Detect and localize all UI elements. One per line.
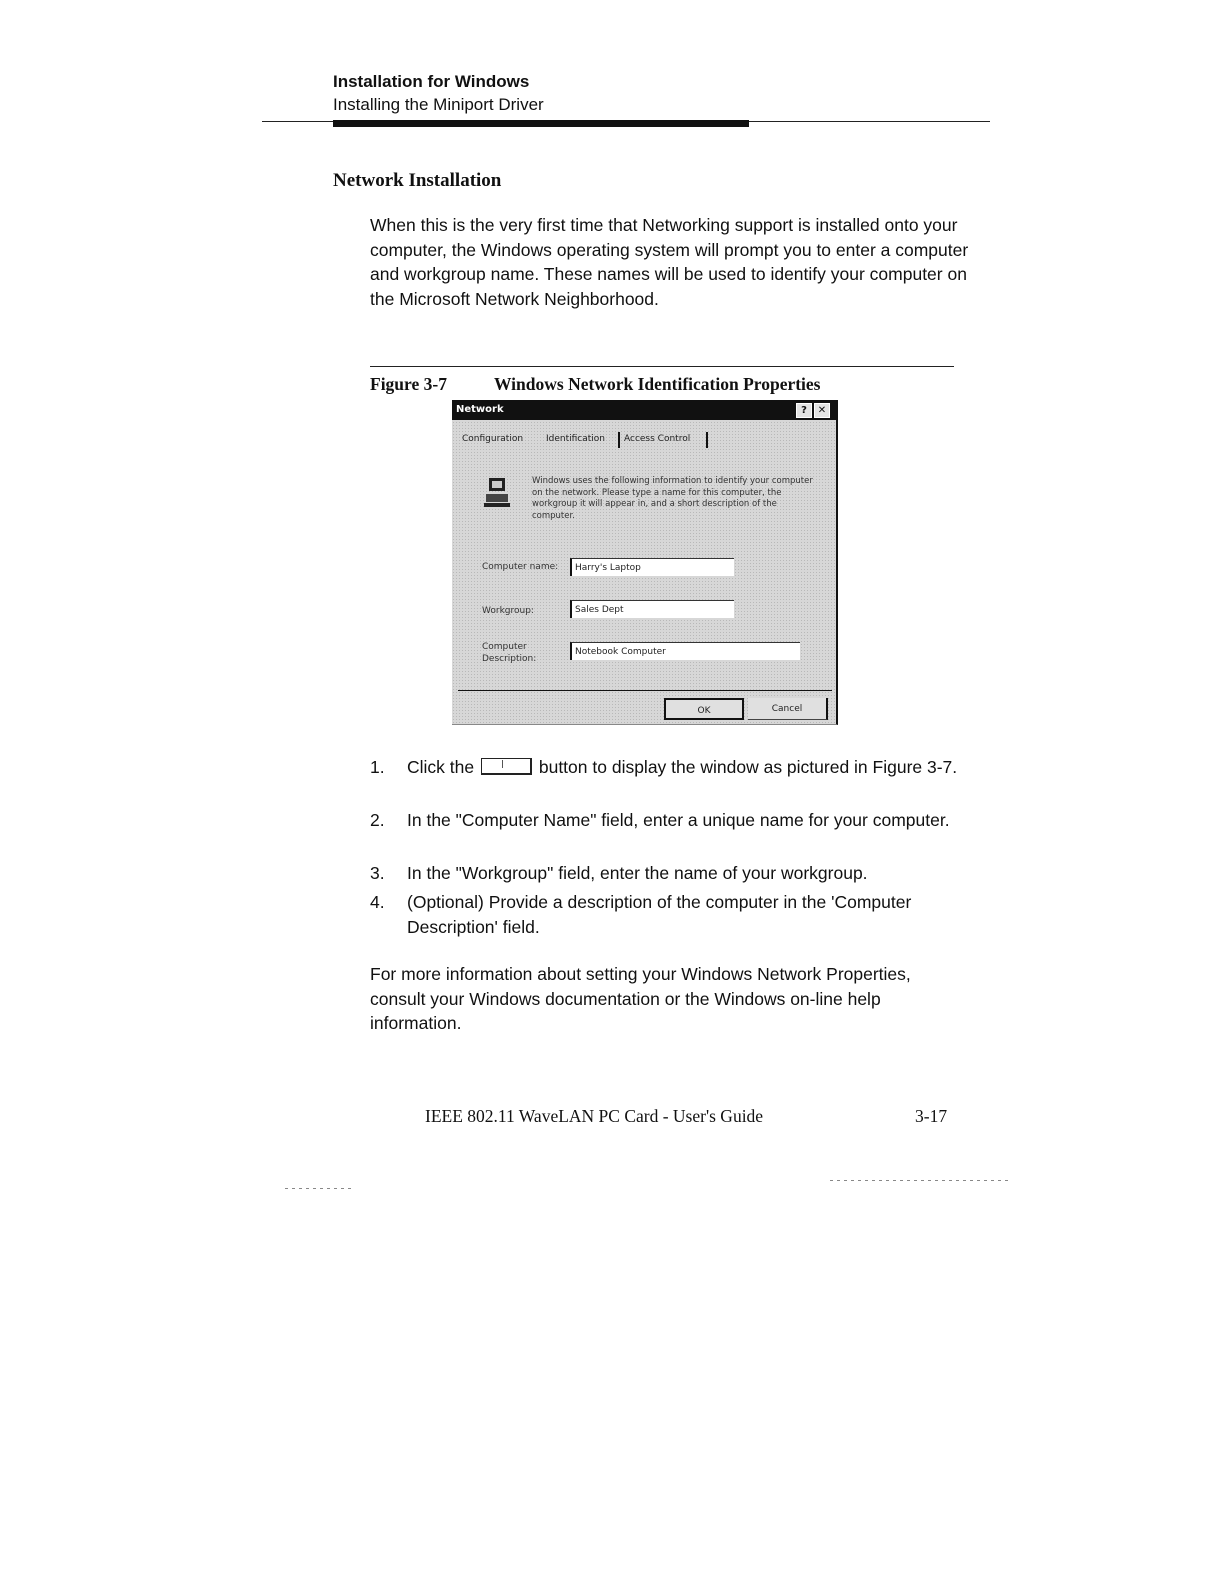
computer-name-input[interactable]: Harry's Laptop (570, 558, 734, 576)
header-rule-bar (333, 120, 749, 127)
cancel-button[interactable]: Cancel (748, 698, 828, 720)
computer-name-label: Computer name: (482, 562, 559, 572)
tab-identification[interactable]: Identification (546, 434, 606, 444)
scan-artifact (830, 1180, 1010, 1181)
tab-access-control[interactable]: Access Control (624, 434, 691, 444)
step-number: 2. (370, 810, 385, 830)
description-input[interactable]: Notebook Computer (570, 642, 800, 660)
step-text: (Optional) Provide a description of the computer in the 'Computer Description' field. (407, 892, 912, 937)
description-label-2: Description: (482, 654, 537, 664)
figure-rule (370, 366, 954, 367)
tab-divider (618, 432, 620, 448)
help-button[interactable]: ? (796, 403, 812, 418)
intro-paragraph: When this is the very first time that Networking support is installed onto your computer, the Windows operating system will prompt you to enter a computer and workgroup name. These names will be used to identify your computer on the Microsoft Network Neighborhood. (370, 215, 969, 309)
page-number: 3-17 (915, 1106, 948, 1126)
figure-label: Figure 3-7 (370, 374, 447, 394)
header-title: Installation for Windows (333, 72, 530, 91)
step-text: In the "Workgroup" field, enter the name of your workgroup. (407, 863, 868, 883)
close-button[interactable]: ✕ (814, 403, 830, 418)
step-text-before: Click the (407, 757, 475, 777)
footer-guide: IEEE 802.11 WaveLAN PC Card - User's Guide (425, 1106, 764, 1126)
scan-artifact (285, 1188, 355, 1189)
description-label: Computer (482, 642, 527, 652)
closing-paragraph: For more information about setting your Windows Network Properties, consult your Windows documentation or the Windows on-line help information. (370, 964, 911, 1033)
workgroup-label: Workgroup: (482, 606, 534, 616)
tab-divider (706, 432, 708, 448)
step-number: 1. (370, 757, 385, 777)
step-text (407, 755, 962, 780)
figure-title: Windows Network Identification Properties (494, 374, 821, 394)
step-number: 3. (370, 863, 385, 883)
dialog-titlebar (452, 400, 836, 420)
tab-configuration[interactable]: Configuration (462, 434, 524, 444)
step-text: In the "Computer Name" field, enter a unique name for your computer. (407, 810, 950, 830)
dialog-title: Network (456, 404, 504, 415)
header-subtitle: Installing the Miniport Driver (333, 95, 544, 114)
section-title: Network Installation (333, 170, 502, 191)
network-dialog (452, 400, 838, 725)
network-button-icon (481, 758, 532, 775)
step-text-after: button to display the window as pictured in Figure 3-7. (538, 757, 958, 777)
computer-icon (484, 476, 510, 510)
workgroup-input[interactable]: Sales Dept (570, 600, 734, 618)
info-text: Windows uses the following information to identify your computer on the network. Please type a name for this computer, the workgroup it will appear in, and a short description of the computer. (532, 476, 813, 521)
ok-button[interactable]: OK (664, 698, 744, 720)
step-number: 4. (370, 892, 385, 912)
